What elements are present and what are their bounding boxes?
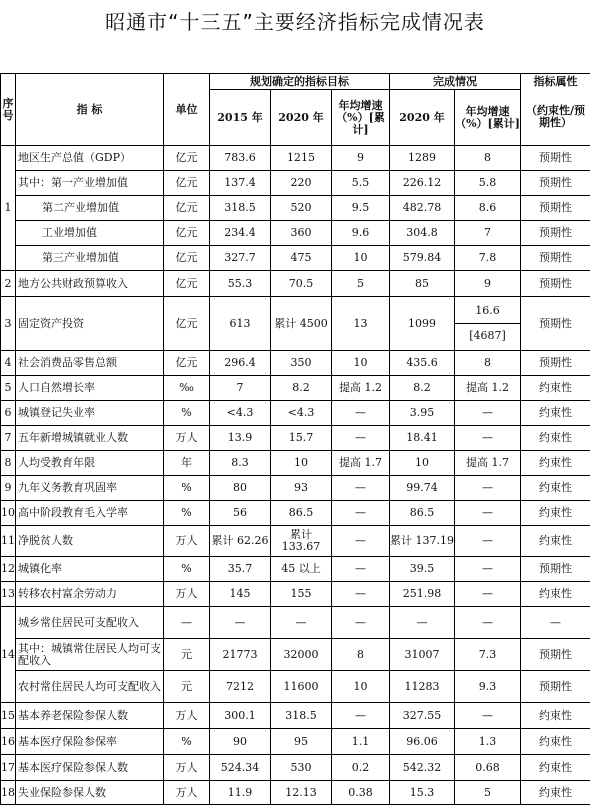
value-2015: 55.3 <box>210 271 271 297</box>
actual-2020: 85 <box>390 271 455 297</box>
actual-rate: — <box>455 607 521 639</box>
table-row <box>1 501 590 526</box>
property-cell: 预期性 <box>521 351 590 376</box>
table-row <box>1 755 590 781</box>
property-cell: 预期性 <box>521 671 590 703</box>
indicator-cell: 地区生产总值（GDP） <box>16 146 164 171</box>
actual-2020: 327.55 <box>390 703 455 729</box>
actual-rate: — <box>455 476 521 501</box>
seq-cell: 11 <box>1 526 16 557</box>
unit-cell: 元 <box>164 671 210 703</box>
target-rate: — <box>332 501 390 526</box>
unit-cell: % <box>164 729 210 755</box>
seq-cell: 4 <box>1 351 16 376</box>
actual-2020: 542.32 <box>390 755 455 781</box>
indicator-cell: 基本医疗保险参保人数 <box>16 755 164 781</box>
seq-cell: 18 <box>1 781 16 805</box>
target-2020: 32000 <box>271 639 332 671</box>
table-row <box>1 171 590 196</box>
seq-cell: 6 <box>1 401 16 426</box>
target-rate: 5.5 <box>332 171 390 196</box>
value-2015: 524.34 <box>210 755 271 781</box>
property-cell: 约束性 <box>521 781 590 805</box>
target-rate: — <box>332 582 390 607</box>
header-seq: 序号 <box>1 74 16 146</box>
header-rate-actual: 年均增速（%）[累计] <box>455 90 521 146</box>
value-2015: 318.5 <box>210 196 271 221</box>
property-cell: 约束性 <box>521 476 590 501</box>
target-rate: — <box>332 401 390 426</box>
indicator-cell: 人口自然增长率 <box>16 376 164 401</box>
property-cell: 约束性 <box>521 526 590 557</box>
table-row <box>1 557 590 582</box>
target-rate: — <box>332 526 390 557</box>
seq-cell: 16 <box>1 729 16 755</box>
value-2015: 56 <box>210 501 271 526</box>
seq-cell: 5 <box>1 376 16 401</box>
unit-cell: % <box>164 476 210 501</box>
indicator-cell: 五年新增城镇就业人数 <box>16 426 164 451</box>
actual-2020: 15.3 <box>390 781 455 805</box>
indicator-cell: 基本医疗保险参保率 <box>16 729 164 755</box>
header-indicator: 指 标 <box>16 74 164 146</box>
target-2020: 475 <box>271 246 332 271</box>
actual-2020: 482.78 <box>390 196 455 221</box>
seq-cell: 13 <box>1 582 16 607</box>
header-2020-target: 2020 年 <box>271 90 332 146</box>
actual-rate: 7 <box>455 221 521 246</box>
indicator-cell: 城镇化率 <box>16 557 164 582</box>
actual-rate: — <box>455 703 521 729</box>
actual-rate: 16.6 <box>475 304 500 317</box>
property-cell: 预期性 <box>521 196 590 221</box>
actual-cumulative: [4687] <box>469 329 506 342</box>
actual-2020: 8.2 <box>390 376 455 401</box>
table-row <box>1 781 590 805</box>
seq-cell: 14 <box>1 607 16 703</box>
value-2015: 7 <box>210 376 271 401</box>
target-rate: 提高 1.2 <box>332 376 390 401</box>
actual-2020: 18.41 <box>390 426 455 451</box>
actual-2020: 1289 <box>390 146 455 171</box>
target-2020: 530 <box>271 755 332 781</box>
table-row <box>1 451 590 476</box>
actual-rate: — <box>455 401 521 426</box>
target-2020: 350 <box>271 351 332 376</box>
seq-cell: 10 <box>1 501 16 526</box>
indicator-cell: 社会消费品零售总额 <box>16 351 164 376</box>
unit-cell: 亿元 <box>164 146 210 171</box>
indicator-cell: 固定资产投资 <box>16 297 164 351</box>
target-2020: 累计 133.67 <box>271 526 332 557</box>
value-2015: 7212 <box>210 671 271 703</box>
indicator-cell: 失业保险参保人数 <box>16 781 164 805</box>
actual-2020: 31007 <box>390 639 455 671</box>
seq-cell: 1 <box>1 146 16 271</box>
value-2015: 80 <box>210 476 271 501</box>
table-row <box>1 271 590 297</box>
property-cell: 预期性 <box>521 557 590 582</box>
indicator-cell: 城镇登记失业率 <box>16 401 164 426</box>
table-row <box>1 401 590 426</box>
indicator-table <box>0 73 590 805</box>
unit-cell: 亿元 <box>164 221 210 246</box>
property-cell: 预期性 <box>521 221 590 246</box>
value-2015: 296.4 <box>210 351 271 376</box>
indicator-cell: 人均受教育年限 <box>16 451 164 476</box>
unit-cell: 万人 <box>164 526 210 557</box>
actual-rate-split <box>455 297 521 351</box>
actual-2020: 251.98 <box>390 582 455 607</box>
seq-cell: 3 <box>1 297 16 351</box>
actual-rate: — <box>455 582 521 607</box>
unit-cell: % <box>164 501 210 526</box>
actual-rate: 1.3 <box>455 729 521 755</box>
target-2020: 45 以上 <box>271 557 332 582</box>
value-2015: 300.1 <box>210 703 271 729</box>
target-2020: 360 <box>271 221 332 246</box>
actual-rate: 提高 1.2 <box>455 376 521 401</box>
table-row <box>1 351 590 376</box>
indicator-cell: 九年义务教育巩固率 <box>16 476 164 501</box>
actual-rate: 5.8 <box>455 171 521 196</box>
unit-cell: 万人 <box>164 781 210 805</box>
unit-cell: 亿元 <box>164 196 210 221</box>
actual-rate: — <box>455 526 521 557</box>
table-row <box>1 526 590 557</box>
target-2020: 1215 <box>271 146 332 171</box>
property-cell: 约束性 <box>521 451 590 476</box>
header-actual-group: 完成情况 <box>390 74 521 90</box>
target-2020: 8.2 <box>271 376 332 401</box>
target-2020: 累计 4500 <box>271 297 332 351</box>
property-cell: 约束性 <box>521 401 590 426</box>
value-2015: 613 <box>210 297 271 351</box>
target-rate: — <box>332 476 390 501</box>
unit-cell: — <box>164 607 210 639</box>
target-2020: 318.5 <box>271 703 332 729</box>
header-planned-group: 规划确定的指标目标 <box>210 74 390 90</box>
property-cell: 预期性 <box>521 297 590 351</box>
actual-2020: 304.8 <box>390 221 455 246</box>
unit-cell: 亿元 <box>164 171 210 196</box>
indicator-cell: 其中：城镇常住居民人均可支配收入 <box>16 639 164 671</box>
actual-rate: 8.6 <box>455 196 521 221</box>
unit-cell: 万人 <box>164 703 210 729</box>
table-row <box>1 376 590 401</box>
value-2015: 327.7 <box>210 246 271 271</box>
actual-2020: 3.95 <box>390 401 455 426</box>
target-rate: — <box>332 703 390 729</box>
seq-cell: 15 <box>1 703 16 729</box>
actual-2020: 1099 <box>390 297 455 351</box>
target-rate: 13 <box>332 297 390 351</box>
actual-2020: — <box>390 607 455 639</box>
target-rate: 5 <box>332 271 390 297</box>
actual-2020: 96.06 <box>390 729 455 755</box>
actual-rate: 0.68 <box>455 755 521 781</box>
unit-cell: 元 <box>164 639 210 671</box>
target-rate: 0.2 <box>332 755 390 781</box>
value-2015: 35.7 <box>210 557 271 582</box>
actual-rate: 8 <box>455 351 521 376</box>
table-row <box>1 426 590 451</box>
indicator-cell: 净脱贫人数 <box>16 526 164 557</box>
actual-2020: 累计 137.19 <box>390 526 455 557</box>
actual-rate: 5 <box>455 781 521 805</box>
header-2020-actual: 2020 年 <box>390 90 455 146</box>
seq-cell: 12 <box>1 557 16 582</box>
unit-cell: 亿元 <box>164 351 210 376</box>
target-rate: 0.38 <box>332 781 390 805</box>
target-rate: 10 <box>332 351 390 376</box>
unit-cell: % <box>164 557 210 582</box>
target-rate: 10 <box>332 671 390 703</box>
header-property-sub: （约束性/预期性） <box>521 90 590 146</box>
seq-cell: 17 <box>1 755 16 781</box>
actual-rate: 9.3 <box>455 671 521 703</box>
actual-rate: 7.8 <box>455 246 521 271</box>
indicator-cell: 高中阶段教育毛入学率 <box>16 501 164 526</box>
table-row <box>1 196 590 221</box>
unit-cell: 万人 <box>164 755 210 781</box>
actual-rate: 9 <box>455 271 521 297</box>
table-row <box>1 703 590 729</box>
unit-cell: 亿元 <box>164 297 210 351</box>
value-2015: 11.9 <box>210 781 271 805</box>
header-unit: 单位 <box>164 74 210 146</box>
target-rate: — <box>332 426 390 451</box>
property-cell: 预期性 <box>521 171 590 196</box>
value-2015: 145 <box>210 582 271 607</box>
property-cell: 预期性 <box>521 271 590 297</box>
target-2020: 93 <box>271 476 332 501</box>
value-2015: <4.3 <box>210 401 271 426</box>
property-cell: 约束性 <box>521 582 590 607</box>
actual-rate: — <box>455 557 521 582</box>
actual-2020: 99.74 <box>390 476 455 501</box>
target-rate: — <box>332 607 390 639</box>
indicator-cell: 其中：第一产业增加值 <box>16 171 164 196</box>
property-cell: 预期性 <box>521 639 590 671</box>
target-rate: 9.6 <box>332 221 390 246</box>
target-2020: 220 <box>271 171 332 196</box>
target-rate: 9 <box>332 146 390 171</box>
seq-cell: 7 <box>1 426 16 451</box>
table-row <box>1 221 590 246</box>
target-2020: <4.3 <box>271 401 332 426</box>
target-2020: 86.5 <box>271 501 332 526</box>
value-2015: 8.3 <box>210 451 271 476</box>
actual-2020: 11283 <box>390 671 455 703</box>
property-cell: 预期性 <box>521 246 590 271</box>
property-cell: 约束性 <box>521 376 590 401</box>
unit-cell: 万人 <box>164 426 210 451</box>
target-2020: 11600 <box>271 671 332 703</box>
table-row <box>1 639 590 671</box>
actual-2020: 579.84 <box>390 246 455 271</box>
value-2015: 累计 62.26 <box>210 526 271 557</box>
table-row <box>1 607 590 639</box>
table-row <box>1 582 590 607</box>
table-row <box>1 729 590 755</box>
target-2020: 10 <box>271 451 332 476</box>
target-2020: 15.7 <box>271 426 332 451</box>
property-cell: 约束性 <box>521 703 590 729</box>
unit-cell: 亿元 <box>164 271 210 297</box>
actual-2020: 435.6 <box>390 351 455 376</box>
target-rate: 提高 1.7 <box>332 451 390 476</box>
target-2020: 12.13 <box>271 781 332 805</box>
target-rate: 1.1 <box>332 729 390 755</box>
target-2020: 520 <box>271 196 332 221</box>
unit-cell: 年 <box>164 451 210 476</box>
value-2015: 21773 <box>210 639 271 671</box>
target-rate: — <box>332 557 390 582</box>
table-row <box>1 146 590 171</box>
header-rate-target: 年均增速（%）[累计] <box>332 90 390 146</box>
seq-cell: 8 <box>1 451 16 476</box>
table-row <box>1 246 590 271</box>
target-rate: 9.5 <box>332 196 390 221</box>
target-2020: 155 <box>271 582 332 607</box>
target-rate: 8 <box>332 639 390 671</box>
indicator-cell: 第三产业增加值 <box>16 246 164 271</box>
indicator-cell: 地方公共财政预算收入 <box>16 271 164 297</box>
seq-cell: 9 <box>1 476 16 501</box>
indicator-cell: 第二产业增加值 <box>16 196 164 221</box>
unit-cell: 万人 <box>164 582 210 607</box>
target-2020: — <box>271 607 332 639</box>
table-row <box>1 297 590 351</box>
page-title: 昭通市“十三五”主要经济指标完成情况表 <box>105 10 485 34</box>
property-cell: — <box>521 607 590 639</box>
unit-cell: % <box>164 401 210 426</box>
table-row <box>1 671 590 703</box>
property-cell: 约束性 <box>521 426 590 451</box>
unit-cell: 亿元 <box>164 246 210 271</box>
actual-rate: 7.3 <box>455 639 521 671</box>
actual-2020: 226.12 <box>390 171 455 196</box>
target-2020: 95 <box>271 729 332 755</box>
value-2015: 783.6 <box>210 146 271 171</box>
header-2015: 2015 年 <box>210 90 271 146</box>
value-2015: 13.9 <box>210 426 271 451</box>
property-cell: 约束性 <box>521 729 590 755</box>
target-2020: 70.5 <box>271 271 332 297</box>
actual-rate: 8 <box>455 146 521 171</box>
unit-cell: ‰ <box>164 376 210 401</box>
actual-2020: 39.5 <box>390 557 455 582</box>
indicator-cell: 城乡常住居民可支配收入 <box>16 607 164 639</box>
indicator-cell: 农村常住居民人均可支配收入 <box>16 671 164 703</box>
actual-2020: 86.5 <box>390 501 455 526</box>
target-rate: 10 <box>332 246 390 271</box>
table-row <box>1 476 590 501</box>
actual-rate: 提高 1.7 <box>455 451 521 476</box>
indicator-cell: 转移农村富余劳动力 <box>16 582 164 607</box>
indicator-cell: 工业增加值 <box>16 221 164 246</box>
actual-rate: — <box>455 501 521 526</box>
indicator-cell: 基本养老保险参保人数 <box>16 703 164 729</box>
value-2015: 234.4 <box>210 221 271 246</box>
seq-cell: 2 <box>1 271 16 297</box>
value-2015: — <box>210 607 271 639</box>
property-cell: 约束性 <box>521 755 590 781</box>
value-2015: 137.4 <box>210 171 271 196</box>
property-cell: 预期性 <box>521 146 590 171</box>
actual-2020: 10 <box>390 451 455 476</box>
header-property: 指标属性 <box>521 74 590 90</box>
actual-rate: — <box>455 426 521 451</box>
value-2015: 90 <box>210 729 271 755</box>
property-cell: 约束性 <box>521 501 590 526</box>
